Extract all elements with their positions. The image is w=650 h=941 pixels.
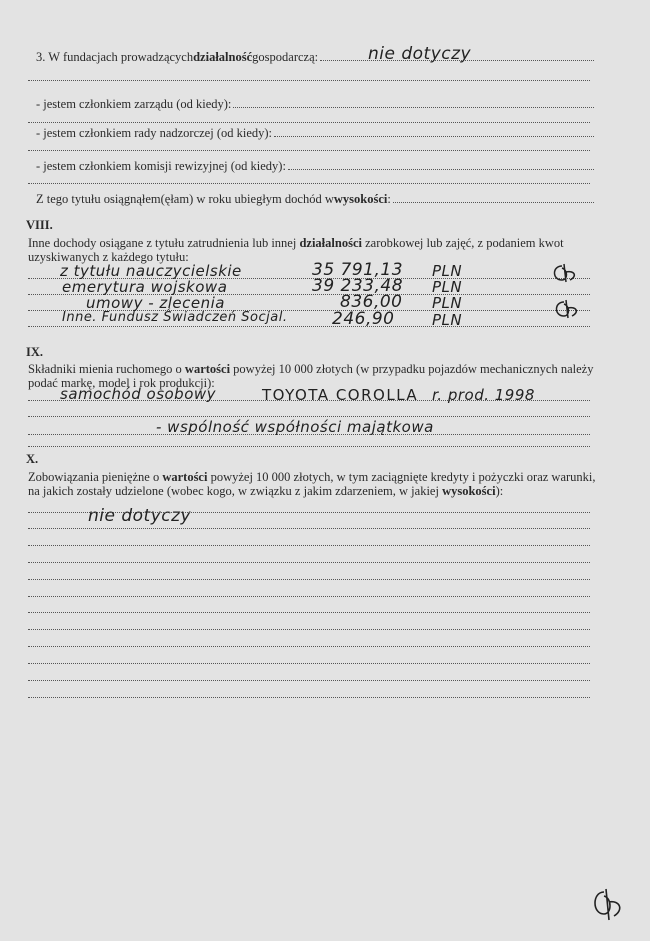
dotted-line xyxy=(28,122,590,123)
dotted-line xyxy=(28,326,590,327)
dotted-line xyxy=(28,446,590,447)
dotted-line xyxy=(28,629,590,630)
dotted-line xyxy=(28,528,590,529)
dotted-line xyxy=(28,416,590,417)
initials-signature xyxy=(550,298,586,320)
income-amount: 39 233,48 xyxy=(312,276,404,296)
section3-item-supervisory: - jestem członkiem rady nadzorczej (od kiedy): xyxy=(36,126,594,140)
section3-item-audit: - jestem członkiem komisji rewizyjnej (od kiedy): xyxy=(36,159,594,173)
income-amount: 836,00 xyxy=(340,292,403,312)
income-source: umowy - zlecenia xyxy=(86,294,226,312)
section3-income: Z tego tytułu osiągnąłem(ęłam) w roku ubiegłym dochód w wysokości : xyxy=(36,192,594,206)
section9-number: IX. xyxy=(26,345,44,359)
income-source: emerytura wojskowa xyxy=(62,278,228,296)
dotted-line xyxy=(28,183,590,184)
dotted-line xyxy=(28,663,590,664)
section3-label: 3. W fundacjach prowadzących działalność gospodarczą: xyxy=(36,50,594,64)
joint-property: - wspólność współności majątkowa xyxy=(156,418,434,436)
section3-handwritten-answer: nie dotyczy xyxy=(368,44,472,64)
vehicle-year: r. prod. 1998 xyxy=(432,386,535,404)
income-source: Inne. Fundusz Świadczeń Socjal. xyxy=(62,310,288,325)
dotted-line xyxy=(28,150,590,151)
income-currency: PLN xyxy=(432,311,463,329)
section9-text: Składniki mienia ruchomego o wartości powyżej 10 000 złotych (w przypadku pojazdów mechanicznych należy podać markę, model i rok produkcji): xyxy=(28,362,594,390)
section8-text: Inne dochody osiągane z tytułu zatrudnienia lub innej działalności zarobkowej lub zajęć, z podaniem kwot uzyskiwanych z każdego tytułu: xyxy=(28,236,564,264)
dotted-line xyxy=(28,596,590,597)
dotted-line xyxy=(28,680,590,681)
section10-text: Zobowiązania pieniężne o wartości powyżej 10 000 złotych, w tym zaciągnięte kredyty i pożyczki oraz warunki, na jakich zostały udzielone (wobec kogo, w związku z jakim zdarzeniem, w jakiej wysokości): xyxy=(28,470,596,498)
section10-number: X. xyxy=(26,452,39,466)
vehicle-model: TOYOTA COROLLA xyxy=(262,386,419,404)
dotted-line xyxy=(28,80,590,81)
section8-number: VIII. xyxy=(26,218,53,232)
section3-item-board: - jestem członkiem zarządu (od kiedy): xyxy=(36,97,594,111)
income-amount: 246,90 xyxy=(332,309,395,329)
income-currency: PLN xyxy=(432,278,463,296)
vehicle-type: samochód osobowy xyxy=(60,385,217,403)
section10-handwritten-answer: nie dotyczy xyxy=(88,506,192,526)
income-amount: 35 791,13 xyxy=(312,260,404,280)
income-currency: PLN xyxy=(432,262,463,280)
dotted-line xyxy=(28,697,590,698)
dotted-line xyxy=(28,512,590,513)
dotted-line xyxy=(28,545,590,546)
page-initials-signature xyxy=(588,886,628,922)
income-source: z tytułu nauczycielskie xyxy=(60,262,242,280)
dotted-line xyxy=(28,562,590,563)
dotted-line xyxy=(28,579,590,580)
dotted-line xyxy=(28,646,590,647)
initials-signature xyxy=(548,262,584,284)
dotted-line xyxy=(28,612,590,613)
income-currency: PLN xyxy=(432,294,463,312)
